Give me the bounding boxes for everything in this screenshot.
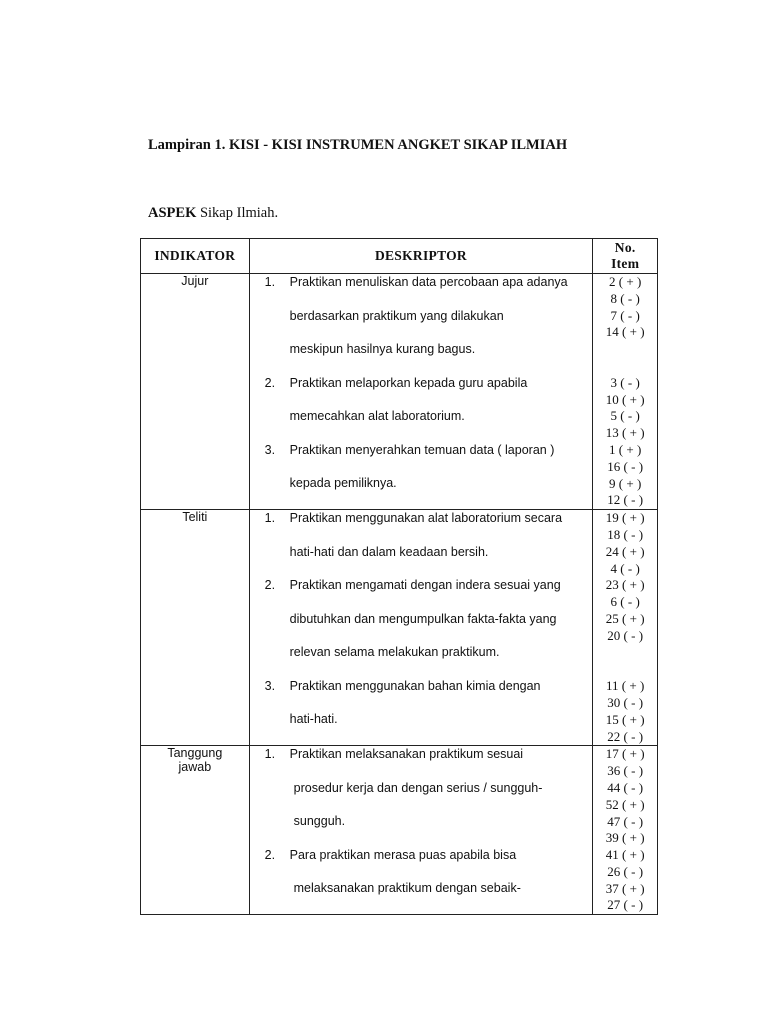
descriptor-line — [250, 475, 593, 509]
item-number: 30 ( - ) — [607, 694, 644, 710]
header-deskriptor: DESKRIPTOR — [249, 239, 593, 274]
descriptor-text: meskipun hasilnya kurang bagus. — [289, 342, 476, 356]
item-number: 39 ( + ) — [605, 830, 645, 846]
item-number: 12 ( - ) — [607, 492, 644, 508]
descriptor-line — [250, 544, 593, 578]
item-number: 19 ( + ) — [605, 510, 645, 526]
descriptor-text: dibutuhkan dan mengumpulkan fakta-fakta yang — [289, 611, 557, 626]
deskriptor-tanggung-jawab — [249, 746, 593, 915]
descriptor-line — [250, 880, 593, 914]
descriptor-number: 1. — [264, 275, 276, 289]
deskriptor-teliti — [249, 510, 593, 746]
descriptor-text: sungguh. — [293, 814, 346, 829]
descriptor-text: Para praktikan merasa puas apabila bisa — [289, 847, 517, 862]
descriptor-text: Praktikan menggunakan bahan kimia dengan — [289, 678, 541, 693]
descriptor-text: prosedur kerja dan dengan serius / sungguh- — [293, 780, 543, 795]
descriptor-number: 3. — [264, 678, 276, 693]
header-no: No. — [614, 240, 636, 255]
item-number — [593, 661, 657, 678]
descriptor-line — [250, 780, 593, 814]
header-no-item — [593, 239, 658, 274]
descriptor-line — [250, 746, 593, 780]
item-number — [593, 341, 657, 358]
item-number: 20 ( - ) — [607, 627, 644, 643]
indikator-jujur: Jujur — [141, 274, 250, 510]
descriptor-line — [250, 308, 593, 342]
descriptor-line — [250, 611, 593, 645]
descriptor-line — [250, 847, 593, 881]
descriptor-number: 1. — [264, 747, 276, 762]
item-number: 23 ( + ) — [605, 577, 645, 593]
item-number: 37 ( + ) — [605, 880, 645, 896]
table-row-tanggung-jawab — [141, 746, 658, 915]
descriptor-line — [250, 341, 593, 375]
item-number: 10 ( + ) — [605, 391, 645, 407]
descriptor-text: hati-hati. — [289, 712, 338, 727]
descriptor-number: 3. — [264, 442, 276, 457]
indikator-line: jawab — [178, 760, 212, 775]
header-item: Item — [611, 256, 640, 271]
descriptor-text: Praktikan melaporkan kepada guru apabila — [289, 375, 528, 390]
descriptor-text: melaksanakan praktikum dengan sebaik- — [293, 881, 521, 896]
table-header-row — [141, 239, 658, 274]
items-teliti — [593, 510, 658, 746]
descriptor-line — [250, 678, 593, 712]
item-number: 2 ( + ) — [609, 274, 642, 289]
page-title: Lampiran 1. KISI - KISI INSTRUMEN ANGKET SIKAP ILMIAH — [148, 137, 568, 153]
descriptor-number: 2. — [264, 578, 276, 593]
descriptor-line — [250, 711, 593, 745]
descriptor-line — [250, 813, 593, 847]
item-number: 14 ( + ) — [605, 324, 645, 340]
item-number: 44 ( - ) — [607, 779, 644, 795]
descriptor-text: relevan selama melakukan praktikum. — [289, 645, 500, 660]
descriptor-text: Praktikan menuliskan data percobaan apa adanya — [289, 275, 568, 289]
item-number: 6 ( - ) — [610, 594, 640, 610]
items-jujur — [593, 274, 658, 510]
descriptor-number: 2. — [264, 375, 276, 390]
items-tanggung-jawab — [593, 746, 658, 915]
item-number: 7 ( - ) — [610, 307, 640, 323]
item-number: 5 ( - ) — [610, 408, 640, 424]
kisi-table — [140, 238, 658, 915]
descriptor-text: memecahkan alat laboratorium. — [289, 409, 465, 423]
indikator-tanggung-jawab — [141, 746, 250, 915]
item-number: 1 ( + ) — [609, 441, 642, 457]
indikator-line: Tanggung — [167, 746, 223, 761]
item-number: 22 ( - ) — [607, 728, 644, 744]
item-number — [593, 645, 657, 662]
descriptor-line — [250, 408, 593, 442]
descriptor-line — [250, 510, 593, 544]
descriptor-line — [250, 274, 593, 308]
indikator-teliti: Teliti — [141, 510, 250, 746]
item-number: 3 ( - ) — [610, 374, 640, 390]
item-number: 26 ( - ) — [607, 863, 644, 879]
item-number: 25 ( + ) — [605, 610, 645, 626]
descriptor-text: Praktikan melaksanakan praktikum sesuai — [289, 747, 524, 762]
aspek-label: ASPEK — [148, 205, 197, 221]
item-number: 4 ( - ) — [610, 560, 640, 576]
descriptor-text: Praktikan menyerahkan temuan data ( laporan ) — [289, 442, 555, 457]
descriptor-text: hati-hati dan dalam keadaan bersih. — [289, 544, 489, 559]
item-number: 52 ( + ) — [605, 796, 645, 812]
table-row-teliti — [141, 510, 658, 746]
item-number: 36 ( - ) — [607, 763, 644, 779]
descriptor-line — [250, 644, 593, 678]
item-number — [593, 358, 657, 375]
item-number: 8 ( - ) — [610, 290, 640, 306]
aspek-line — [148, 205, 278, 222]
header-indikator: INDIKATOR — [141, 239, 250, 274]
descriptor-text: Praktikan menggunakan alat laboratorium secara — [289, 511, 563, 526]
deskriptor-jujur — [249, 274, 593, 510]
item-number: 15 ( + ) — [605, 711, 645, 727]
item-number: 13 ( + ) — [605, 425, 645, 441]
item-number: 9 ( + ) — [609, 475, 642, 491]
item-number: 24 ( + ) — [605, 543, 645, 559]
item-number: 47 ( - ) — [607, 813, 644, 829]
descriptor-line — [250, 442, 593, 476]
descriptor-line — [250, 577, 593, 611]
item-number: 11 ( + ) — [606, 678, 645, 694]
item-number: 17 ( + ) — [605, 746, 645, 762]
item-number: 18 ( - ) — [607, 526, 644, 542]
descriptor-number: 2. — [264, 847, 276, 862]
descriptor-text: berdasarkan praktikum yang dilakukan — [289, 308, 504, 323]
item-number: 41 ( + ) — [605, 847, 645, 863]
table-row-jujur — [141, 274, 658, 510]
descriptor-text: Praktikan mengamati dengan indera sesuai yang — [289, 578, 561, 593]
aspek-value: Sikap Ilmiah. — [199, 205, 279, 221]
descriptor-line — [250, 375, 593, 409]
descriptor-text: kepada pemiliknya. — [289, 476, 397, 490]
descriptor-number: 1. — [264, 511, 276, 526]
item-number: 16 ( - ) — [607, 458, 644, 474]
item-number: 27 ( - ) — [607, 897, 644, 913]
